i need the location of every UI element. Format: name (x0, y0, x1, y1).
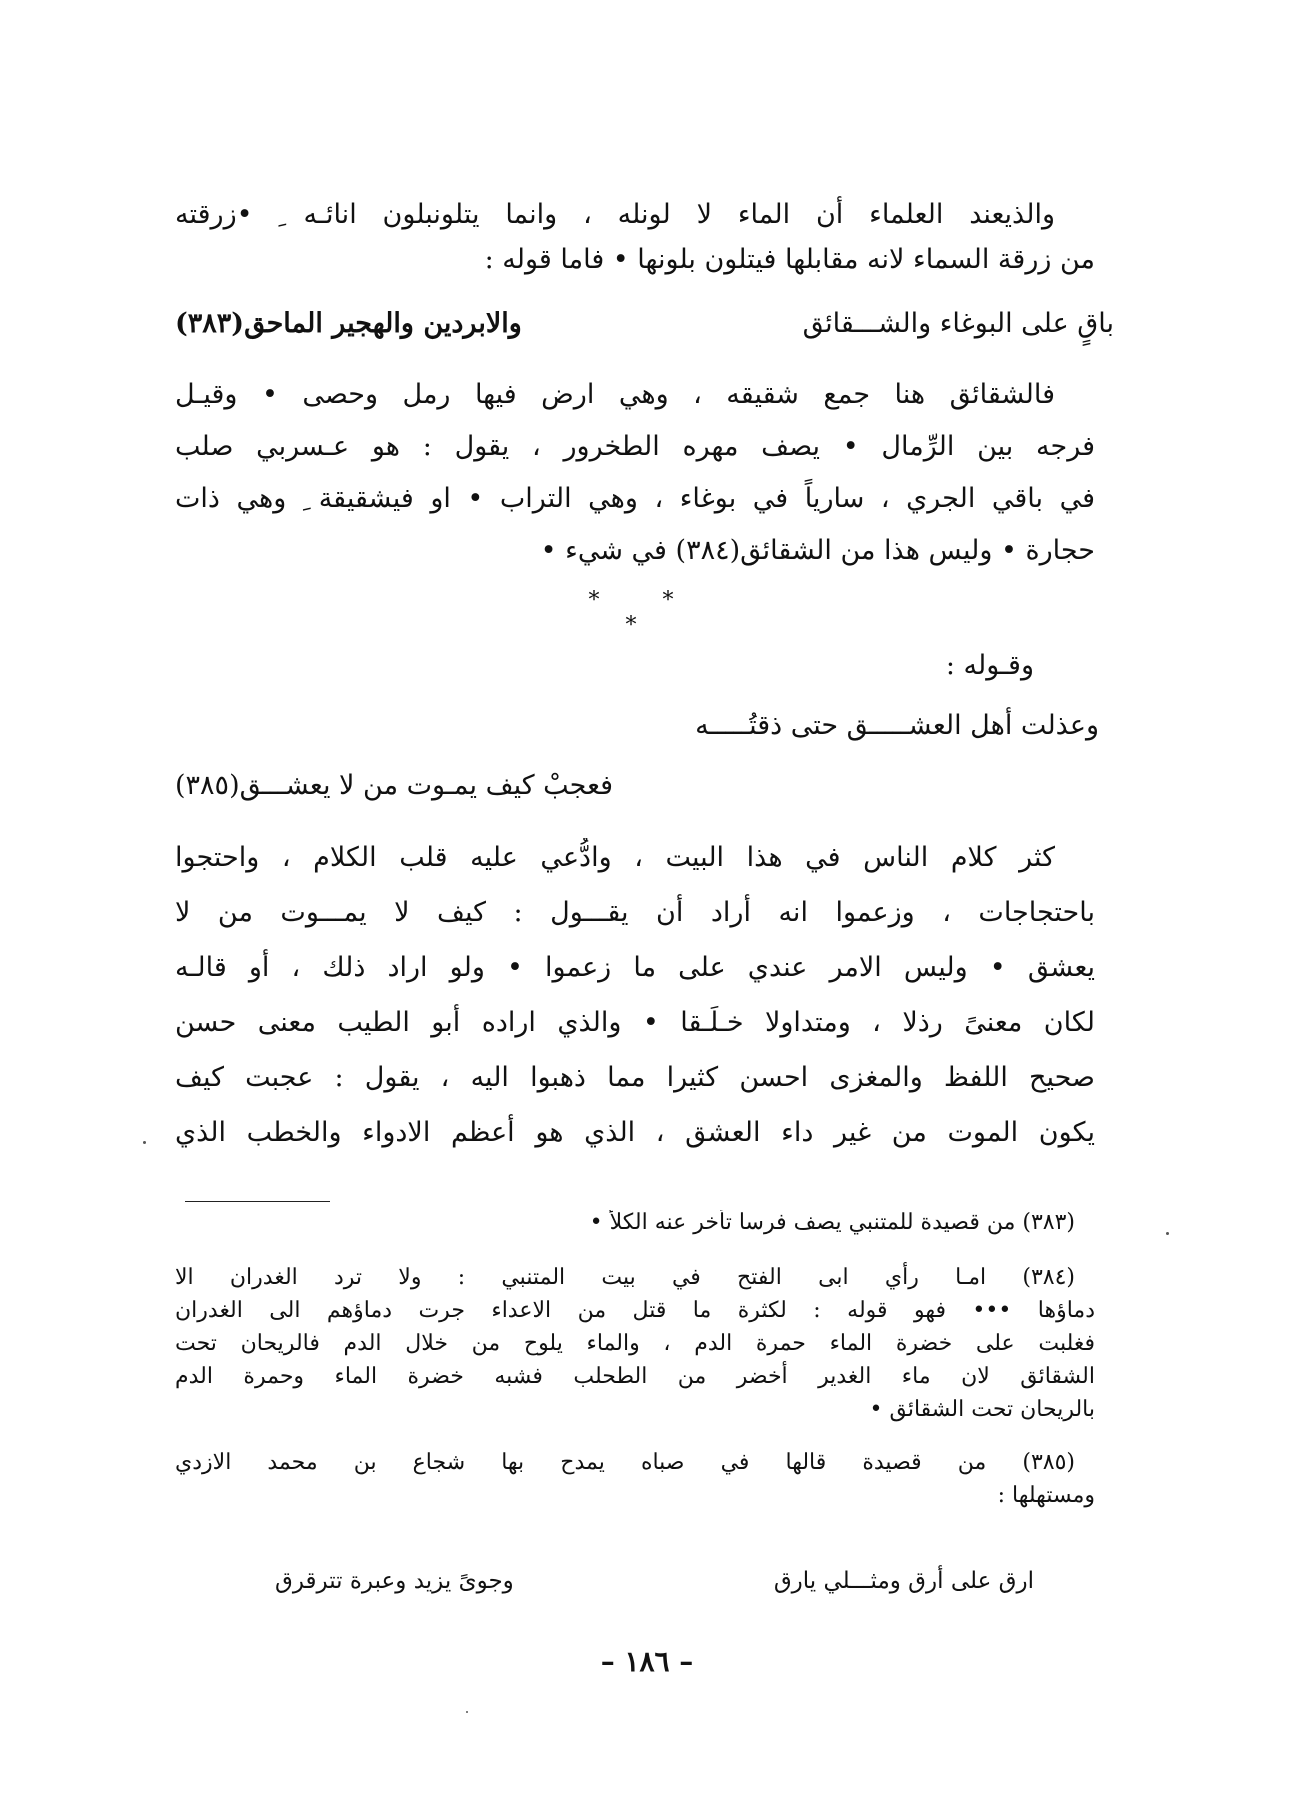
paragraph-3 (175, 838, 1095, 1178)
footnote-383: (٣٨٣) من قصيدة للمتنبي يصف فرسا تأخر عنه الكلأ • (589, 1210, 1075, 1235)
text-line: فالشقائق هنا جمع شقيقه ، وهي ارض فيها رمل وحصى • وقيـل (175, 379, 1055, 410)
footnote-385-line: (٣٨٥) من قصيدة قالها في صباه يمدح بها شجاع بن محمد الازدي (175, 1450, 1075, 1475)
text-line: حجارة • وليس هذا من الشقائق(٣٨٤) في شيء • (540, 535, 1095, 566)
footnote-separator (185, 1201, 330, 1202)
text-line: والذيعند العلماء أن الماء لا لونله ، وانما يتلونبلون انائـه ِ •زرقته (175, 199, 1055, 230)
footnote-384-line: فغلبت على خضرة الماء حمرة الدم ، والماء يلوح من خلال الدم فالريحان تحت (175, 1331, 1095, 1356)
verse-right-hemistich: باقٍ على البوغاء والشـــقائق (802, 308, 1114, 339)
section-separator-stars: * * * (588, 588, 702, 638)
scan-speck (143, 1141, 146, 1144)
footnote-384-line: بالريحان تحت الشقائق • (869, 1397, 1095, 1422)
verse-first-hemistich: وعذلت أهل العشـــــق حتى ذقتُـــــه (695, 710, 1099, 741)
footnotes (175, 1210, 1095, 1610)
text-line: كثر كلام الناس في هذا البيت ، وادُّعي عليه قلب الكلام ، واحتجوا (175, 842, 1055, 873)
footnote-384-line: الشقائق لان ماء الغدير أخضر من الطحلب فشبه خضرة الماء وحمرة الدم (175, 1364, 1095, 1389)
scan-speck (466, 1711, 468, 1713)
footnote-verse-left: وجوىً يزيد وعبرة تترقرق (275, 1568, 514, 1594)
text-line: فرجه بين الرِّمال • يصف مهره الطخرور ، يقول : هو عـسربي صلب (175, 431, 1095, 462)
page-number: – ١٨٦ – (600, 1645, 694, 1678)
footnote-384-line: (٣٨٤) امـا رأي ابى الفتح في بيت المتنبي : ولا ترد الغدران الا (175, 1265, 1075, 1290)
verse-second-hemistich: فعجبْ كيف يمـوت من لا يعشـــق(٣٨٥) (175, 770, 614, 801)
paragraph-2 (175, 375, 1095, 575)
text-line: يكون الموت من غير داء العشق ، الذي هو أعظم الادواء والخطب الذي (175, 1117, 1095, 1148)
paragraph-1 (175, 195, 1095, 285)
text-line: صحيح اللفظ والمغزى احسن كثيرا مما ذهبوا اليه ، يقول : عجبت كيف (175, 1062, 1095, 1093)
text-line: يعشق • وليس الامر عندي على ما زعموا • ولو اراد ذلك ، أو قالـه (175, 952, 1095, 983)
text-line: من زرقة السماء لانه مقابلها فيتلون بلونها • فاما قوله : (484, 244, 1095, 275)
text-line: في باقي الجري ، سارياً في بوغاء ، وهي التراب • او فيشقيقة ِ وهي ذات (175, 483, 1095, 514)
footnote-384-line: دماؤها ••• فهو قوله : لكثرة ما قتل من الاعداء جرت دماؤهم الى الغدران (175, 1298, 1095, 1323)
footnote-verse-right: ارق على أرق ومثـــلي يارق (773, 1568, 1034, 1594)
text-line: لكان معنىً رذلا ، ومتداولا خـلَـقا • والذي اراده أبو الطيب معنى حسن (175, 1007, 1095, 1038)
footnote-385-line: ومستهلها : (997, 1483, 1095, 1508)
section-heading: وقـوله : (945, 650, 1034, 681)
scan-speck (1166, 1232, 1169, 1235)
verse-left-hemistich: والابردين والهجير الماحق(٣٨٣) (175, 308, 522, 339)
text-line: باحتجاجات ، وزعموا انه أراد أن يقـــول : كيف لا يمـــوت من لا (175, 897, 1095, 928)
